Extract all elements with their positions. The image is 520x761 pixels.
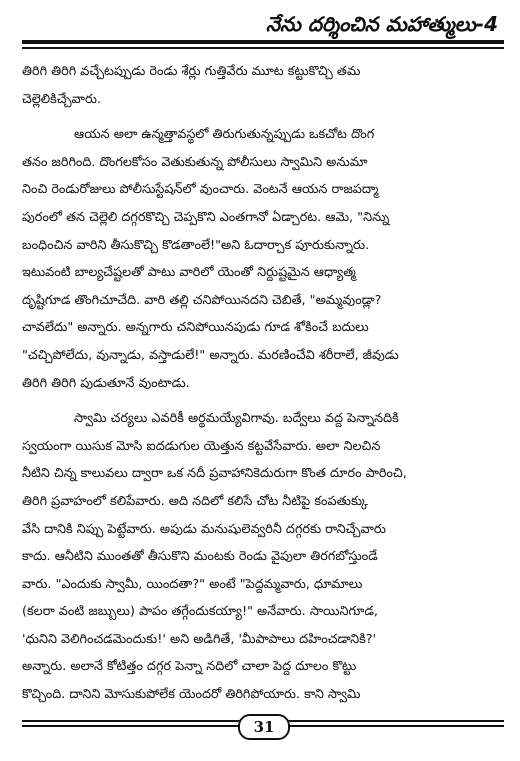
text-line: వేసి దానికి నిప్పు పెట్టేవారు. అపుడు మనుషులెవ్వరినీ దగ్గరకు రానిచ్చేవారు [22, 521, 386, 537]
text-line: స్వయంగా యిసుక మోసి ఐదడుగుల యెత్తున కట్టవేసేవారు. అలా నిలచిన [22, 438, 381, 454]
page-number-badge: 31 [238, 714, 290, 740]
text-line: ఆయన అలా ఉన్మత్తావస్థలో తిరుగుతున్నప్పుడు ఒకచోట దొంగ [74, 127, 375, 143]
text-line: పురంలో తన చెల్లెలి దగ్గరకొచ్చి చెప్పకొని ఎంతగానో ఏడ్చారట. ఆమె, "నిన్ను [22, 209, 390, 225]
text-line: వారు. "ఎందుకు స్వామీ, యిందతా?" అంటే "పెద్దమ్మవారు, ధూమాలు [22, 576, 363, 592]
text-line: నించి రెండురోజులు పోలీసుస్టేషన్‌లో వుంచారు. వెంటనే ఆయన రాజపద్మా [22, 182, 379, 198]
text-line: "చచ్చిపోలేదు, వున్నాడు, వస్తాడులే!" అన్నారు. మరణించేవి శరీరాలే, జీవుడు [22, 347, 399, 363]
text-line: 'ధునిని వెలిగించడమెందుకు!' అని అడిగితే, 'మీపాపాలు దహించడానికి?' [22, 631, 377, 647]
running-head-title: నేను దర్శించిన మహాత్ములు-4 [265, 12, 498, 36]
text-line: నీటిని చిన్న కాలువలు ద్వారా ఒక నదీ ప్రవాహానికెదురుగా కొంత దూరం పారించి, [22, 466, 407, 482]
text-line: తిరిగి ప్రవాహంలో కలిపేవారు. అది నదిలో కలిసే చోట నీటిపై కంపతుక్కు [22, 493, 369, 509]
header-rule-thin [22, 47, 504, 49]
page-footer [22, 714, 504, 750]
text-line: దృష్టిగూడ తొంగిచూచేది. వారి తల్లి చనిపోయినదని చెబితే, "అమ్మవుండ్లా? [22, 292, 382, 308]
text-line: (కలరా వంటి జబ్బులు) పాపం తగ్గేందుకయ్యా!" అనేవారు. సాయినిగూడ, [22, 604, 378, 620]
paragraph-1 [22, 58, 504, 113]
text-line: తిరిగి తిరిగి పుడుతూనే వుంటాడు. [22, 375, 190, 391]
text-line: కాదు. ఆనీటిని ముంతతో తీసుకొని మంటకు రెండు వైపులా తిరగబోస్తుండే [22, 549, 378, 565]
header-rule-thick [22, 40, 504, 44]
text-line: తనం జరిగింది. దొంగలకోసం వెతుకుతున్న పోలీసులు స్వామిని అనుమా [22, 154, 368, 170]
paragraph-2 [22, 121, 504, 397]
text-line: తిరిగి తిరిగి వచ్చేటప్పుడు రెండు శేర్లు గుత్తివేరు మూట కట్టుకొచ్చి తమ [22, 64, 361, 79]
text-line: అన్నారు. అలానే కోటిత్తం దగ్గర పెన్నా నదిలో చాలా పెద్ద దూలం కొట్టు [22, 659, 357, 675]
text-line: స్వామి చర్యలు ఎవరికీ అర్థమయ్యేవిగావు. బద్వేలు వద్ద పెన్నానదికి [74, 411, 399, 427]
text-line: ఇటువంటి బాల్యచేష్టలతో పాటు వారిలో యెంతో నిర్దుష్టమైన ఆధ్యాత్మ [22, 265, 356, 281]
body-text [22, 58, 504, 708]
text-line: చెల్లెలికిచ్చేవారు. [22, 91, 102, 107]
text-line: కొచ్చింది. దానిని మోసుకుపోలేక యెందరో తిరిగిపోయారు. కాని స్వామి [22, 687, 361, 703]
text-line: బంధించిన వారిని తీసుకొచ్చి కొడతాంలే!"అని ఓదార్చాక పూరుకున్నారు. [22, 237, 370, 253]
paragraph-3 [22, 405, 504, 708]
text-line: చావలేదు" అన్నారు. అన్నగారు చనిపోయినపుడు గూడ శోకించే బదులు [22, 320, 369, 336]
page-header [22, 10, 504, 52]
